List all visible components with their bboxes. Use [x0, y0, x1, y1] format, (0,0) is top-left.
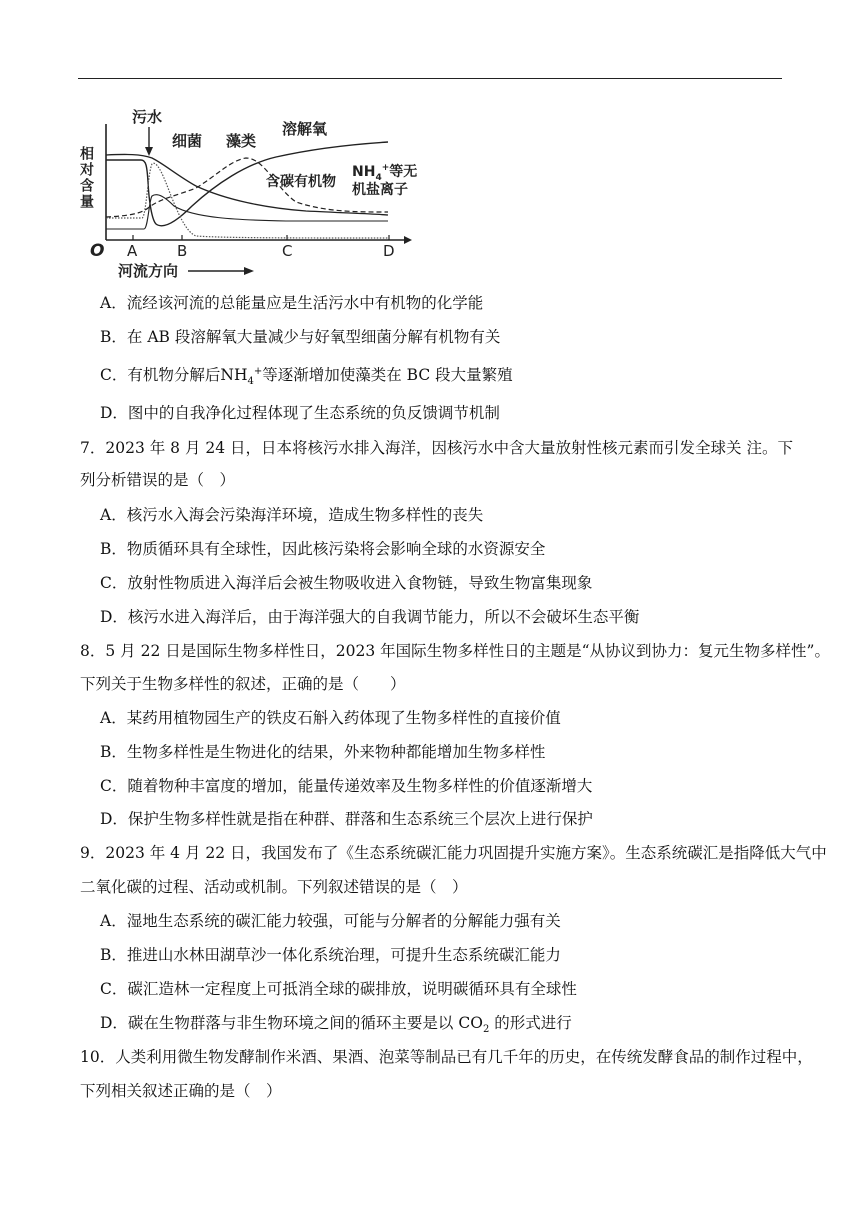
q6-option-d: D．图中的自我净化过程体现了生态系统的负反馈调节机制	[100, 404, 500, 422]
point-c-label: C	[282, 242, 293, 260]
q7-option-a: A．核污水入海会污染海洋环境，造成生物多样性的丧失	[100, 506, 484, 524]
q6-option-c-post: 等逐渐增加使藻类在 BC 段大量繁殖	[262, 366, 513, 384]
bacteria-curve	[106, 163, 388, 238]
q10-stem-line2: 下列相关叙述正确的是（ ）	[80, 1082, 282, 1100]
q7-option-d: D．核污水进入海洋后，由于海洋强大的自我调节能力，所以不会破坏生态平衡	[100, 608, 640, 626]
carbon-organics-label: 含碳有机物	[266, 174, 336, 190]
header-rule	[78, 78, 782, 79]
q7-option-c: C．放射性物质进入海洋后会被生物吸收进入食物链，导致生物富集现象	[100, 574, 593, 592]
q8-stem-line2: 下列关于生物多样性的叙述，正确的是（ ）	[80, 675, 406, 693]
q7-stem-line1: 7．2023 年 8 月 24 日，日本将核污水排入海洋，因核污水中含大量放射性核元素而引发全球关 注。下	[80, 439, 793, 457]
nh4-ions-curve	[106, 195, 388, 229]
q6-option-c-pre: C．有机物分解后	[100, 366, 221, 384]
q9-stem-line1: 9．2023 年 4 月 22 日，我国发布了《生态系统碳汇能力巩固提升实施方案》。生态系统碳汇是指降低大气中	[80, 844, 827, 862]
sewage-label: 污水	[132, 108, 163, 126]
river-self-purification-figure	[78, 102, 418, 280]
algae-label: 藻类	[226, 132, 257, 150]
q7-stem-line2: 列分析错误的是（ ）	[80, 471, 236, 489]
x-axis-caption-arrowhead	[244, 267, 254, 275]
q6-option-a: A．流经该河流的总能量应是生活污水中有机物的化学能	[100, 294, 484, 312]
q9-stem-line2: 二氧化碳的过程、活动或机制。下列叙述错误的是（ ）	[80, 878, 468, 896]
nh4-label-line2: 机盐离子	[352, 182, 408, 198]
q9-option-a: A．湿地生态系统的碳汇能力较强，可能与分解者的分解能力强有关	[100, 912, 561, 930]
q6-option-b: B．在 AB 段溶解氧大量减少与好氧型细菌分解有机物有关	[100, 328, 501, 346]
q9-option-c: C．碳汇造林一定程度上可抵消全球的碳排放，说明碳循环具有全球性	[100, 980, 577, 998]
q8-option-a: A．某药用植物园生产的铁皮石斛入药体现了生物多样性的直接价值	[100, 709, 561, 727]
q10-stem-line1: 10．人类利用微生物发酵制作米酒、果酒、泡菜等制品已有几千年的历史，在传统发酵食品的制作过程中，	[80, 1048, 813, 1066]
origin-label: O	[90, 241, 105, 261]
q7-option-b: B．物质循环具有全球性，因此核污染将会影响全球的水资源安全	[100, 540, 546, 558]
q8-option-d: D．保护生物多样性就是指在种群、群落和生态系统三个层次上进行保护	[100, 810, 593, 828]
bacteria-label: 细菌	[172, 132, 203, 150]
dissolved-oxygen-label: 溶解氧	[282, 120, 328, 138]
q9-option-d: D．碳在生物群落与非生物环境之间的循环主要是以 $CO_2$ 的形式进行	[100, 1014, 572, 1036]
y-axis-label: 相对含量	[78, 146, 94, 210]
q8-stem-line1: 8．5 月 22 日是国际生物多样性日，2023 年国际生物多样性日的主题是“从协议到协力：复元生物多样性”。	[80, 642, 830, 660]
point-a-label: A	[127, 242, 138, 260]
nh4-formula: $NH_4^+$	[220, 365, 263, 388]
point-d-label: D	[383, 242, 395, 260]
figure-svg	[78, 102, 418, 280]
q6-option-c	[100, 365, 513, 388]
point-b-label: B	[177, 242, 188, 260]
q8-option-c: C．随着物种丰富度的增加，能量传递效率及生物多样性的价值逐渐增大	[100, 777, 593, 795]
q9-option-b: B．推进山水林田湖草沙一体化系统治理，可提升生态系统碳汇能力	[100, 946, 561, 964]
sewage-arrowhead	[145, 147, 153, 156]
x-axis-label: 河流方向	[118, 262, 179, 280]
q8-option-b: B．生物多样性是生物进化的结果，外来物种都能增加生物多样性	[100, 743, 546, 761]
x-axis-arrowhead	[404, 236, 412, 244]
nh4-label-line1: $NH_4^+$等无	[352, 163, 418, 183]
